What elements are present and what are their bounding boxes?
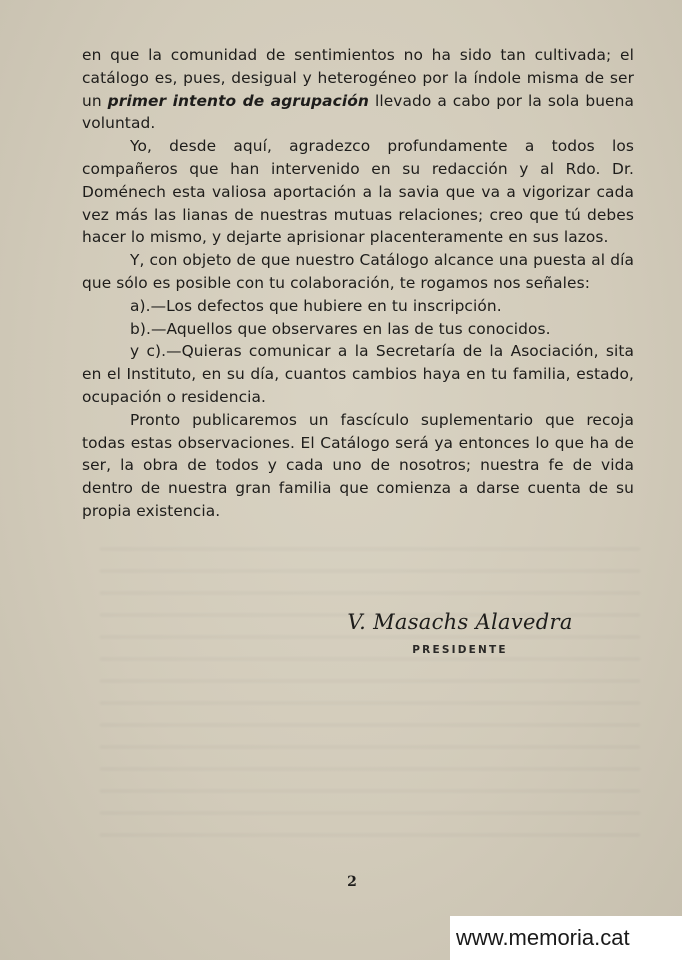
paragraph-1-text-a: en que la comunidad de sentimientos no ha sido tan cultivada; el catálogo es, pues, desigual y heterogéneo por la índole misma de ser un bbox=[82, 46, 634, 110]
list-item-b: b).—Aquellos que observares en las de tus conocidos. bbox=[130, 319, 551, 338]
paragraph-supplement: Pronto publicaremos un fascículo suplementario que recoja todas estas observaciones. El Catálogo será ya entonces lo que ha de ser, la obra de todos y cada uno de nosotros; nuestra fe de vida dentro de nuestra gran familia que comienza a darse cuenta de su propia existencia. bbox=[82, 410, 634, 520]
list-item-a: a).—Los defectos que hubiere en tu inscripción. bbox=[130, 296, 502, 315]
watermark-text: www.memoria.cat bbox=[456, 925, 630, 950]
paragraph-continuation bbox=[82, 44, 634, 135]
paragraph-1-text-b: llevado a cabo por la sola buena voluntad. bbox=[82, 91, 635, 133]
page-number: 2 bbox=[347, 874, 357, 890]
signature: V. Masachs Alavedra bbox=[347, 610, 573, 634]
paragraph-request: Y, con objeto de que nuestro Catálogo alcance una puesta al día que sólo es posible con tu colaboración, te rogamos nos señales: bbox=[82, 251, 634, 292]
signature-role: PRESIDENTE bbox=[412, 644, 508, 656]
list-item-c: y c).—Quieras comunicar a la Secretaría de la Asociación, sita en el Instituto, en su día, cuantos cambios haya en tu familia, estado, ocupación o residencia. bbox=[82, 342, 634, 406]
watermark-banner bbox=[450, 916, 682, 960]
reverse-side-bleed-through bbox=[100, 548, 640, 848]
paragraph-thanks: Yo, desde aquí, agradezco profundamente a todos los compañeros que han intervenido en su redacción y al Rdo. Dr. Doménech esta valiosa aportación a la savia que va a vigorizar cada vez más las lianas de nuestras mutuas relaciones; creo que tú debes hacer lo mismo, y dejarte aprisionar placenteramente en sus lazos. bbox=[82, 137, 634, 247]
emphasis-first-attempt: primer intento de agrupación bbox=[107, 91, 369, 110]
body-text bbox=[82, 44, 634, 523]
